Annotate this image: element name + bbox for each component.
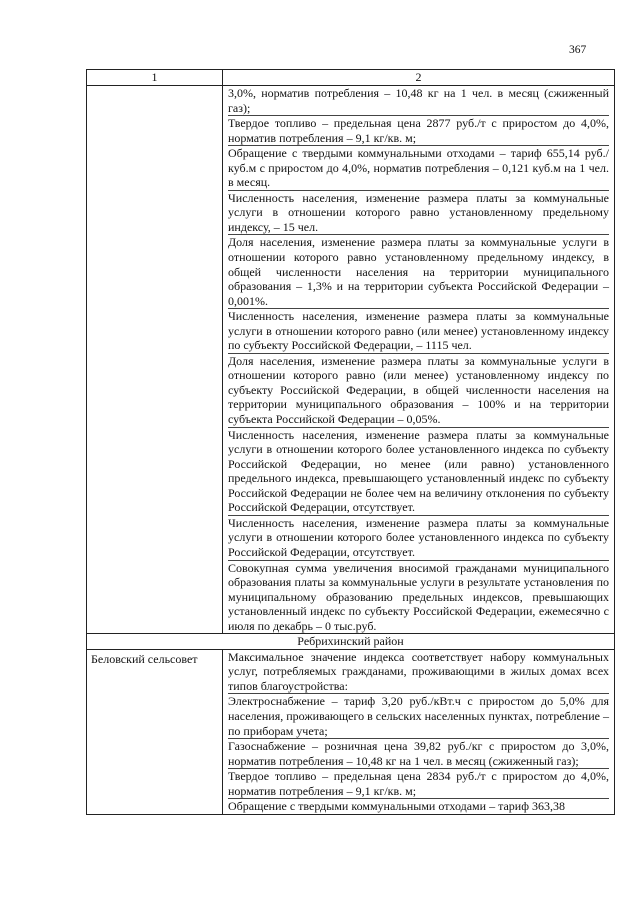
row-content xyxy=(223,86,615,634)
row-label: Беловский сельсовет xyxy=(87,649,223,814)
column-header-2: 2 xyxy=(223,70,615,86)
paragraph: Совокупная сумма увеличения вносимой гражданами муниципального образования платы за коммунальные услуги в результате установления по муниципальному образованию предельных индексов, превышающих установленный индекс по субъекту Российской Федерации, ежемесячно с июля по декабрь – 0 тыс.руб. xyxy=(228,560,609,633)
paragraph: Обращение с твердыми коммунальными отходами – тариф 655,14 руб./куб.м с приростом до 4,0%, норматив потребления – 0,121 куб.м на 1 чел. в месяц. xyxy=(228,146,609,190)
paragraph: Электроснабжение – тариф 3,20 руб./кВт.ч с приростом до 5,0% для населения, проживающего в сельских населенных пунктах, потребление – по приборам учета; xyxy=(228,694,609,738)
page-number: 367 xyxy=(569,44,587,56)
paragraph: Обращение с твердыми коммунальными отходами – тариф 363,38 xyxy=(228,798,609,814)
paragraph: Численность населения, изменение размера платы за коммунальные услуги в отношении которого равно (или менее) установленному индексу по субъекту Российской Федерации, – 1115 чел. xyxy=(228,309,609,353)
paragraph: Численность населения, изменение размера платы за коммунальные услуги в отношении которого более установленного индекса по субъекту Российской Федерации, но менее (или равно) установленного предельного индекса, превышающего установленный индекс по субъекту Российской Федерации не более чем на величину отклонения по субъекту Российской Федерации, отсутствует. xyxy=(228,427,609,515)
document-table xyxy=(86,69,615,815)
table-header-row xyxy=(87,70,615,86)
paragraph: Численность населения, изменение размера платы за коммунальные услуги в отношении которого более установленного индекса по субъекту Российской Федерации, отсутствует. xyxy=(228,515,609,559)
row-label xyxy=(87,86,223,634)
paragraph: Доля населения, изменение размера платы за коммунальные услуги в отношении которого равно установленному предельному индексу, в общей численности населения на территории муниципального образования – 1,3% и на территории субъекта Российской Федерации – 0,001%. xyxy=(228,235,609,308)
paragraph: Твердое топливо – предельная цена 2877 руб./т с приростом до 4,0%, норматив потребления – 9,1 кг/кв. м; xyxy=(228,116,609,145)
section-row xyxy=(87,634,615,650)
paragraph: Твердое топливо – предельная цена 2834 руб./т с приростом до 4,0%, норматив потребления – 9,1 кг/кв. м; xyxy=(228,769,609,798)
section-title: Ребрихинский район xyxy=(87,634,615,650)
paragraph: Максимальное значение индекса соответствует набору коммунальных услуг, потребляемых гражданами, проживающими в жилых домах всех типов благоустройства: xyxy=(228,649,609,693)
table-row xyxy=(87,86,615,634)
column-header-1: 1 xyxy=(87,70,223,86)
paragraph: Численность населения, изменение размера платы за коммунальные услуги в отношении которого равно установленному предельному индексу, – 15 чел. xyxy=(228,190,609,234)
row-content xyxy=(223,649,615,814)
paragraph: Доля населения, изменение размера платы за коммунальные услуги в отношении которого равно (или менее) установленному индексу по субъекту Российской Федерации, в общей численности населения на территории муниципального образования – 100% и на территории субъекта Российской Федерации – 0,05%. xyxy=(228,353,609,427)
paragraph: Газоснабжение – розничная цена 39,82 руб./кг с приростом до 3,0%, норматив потребления – 10,48 кг на 1 чел. в месяц (сжиженный газ); xyxy=(228,739,609,768)
table-row xyxy=(87,649,615,814)
paragraph: 3,0%, норматив потребления – 10,48 кг на 1 чел. в месяц (сжиженный газ); xyxy=(228,86,609,115)
